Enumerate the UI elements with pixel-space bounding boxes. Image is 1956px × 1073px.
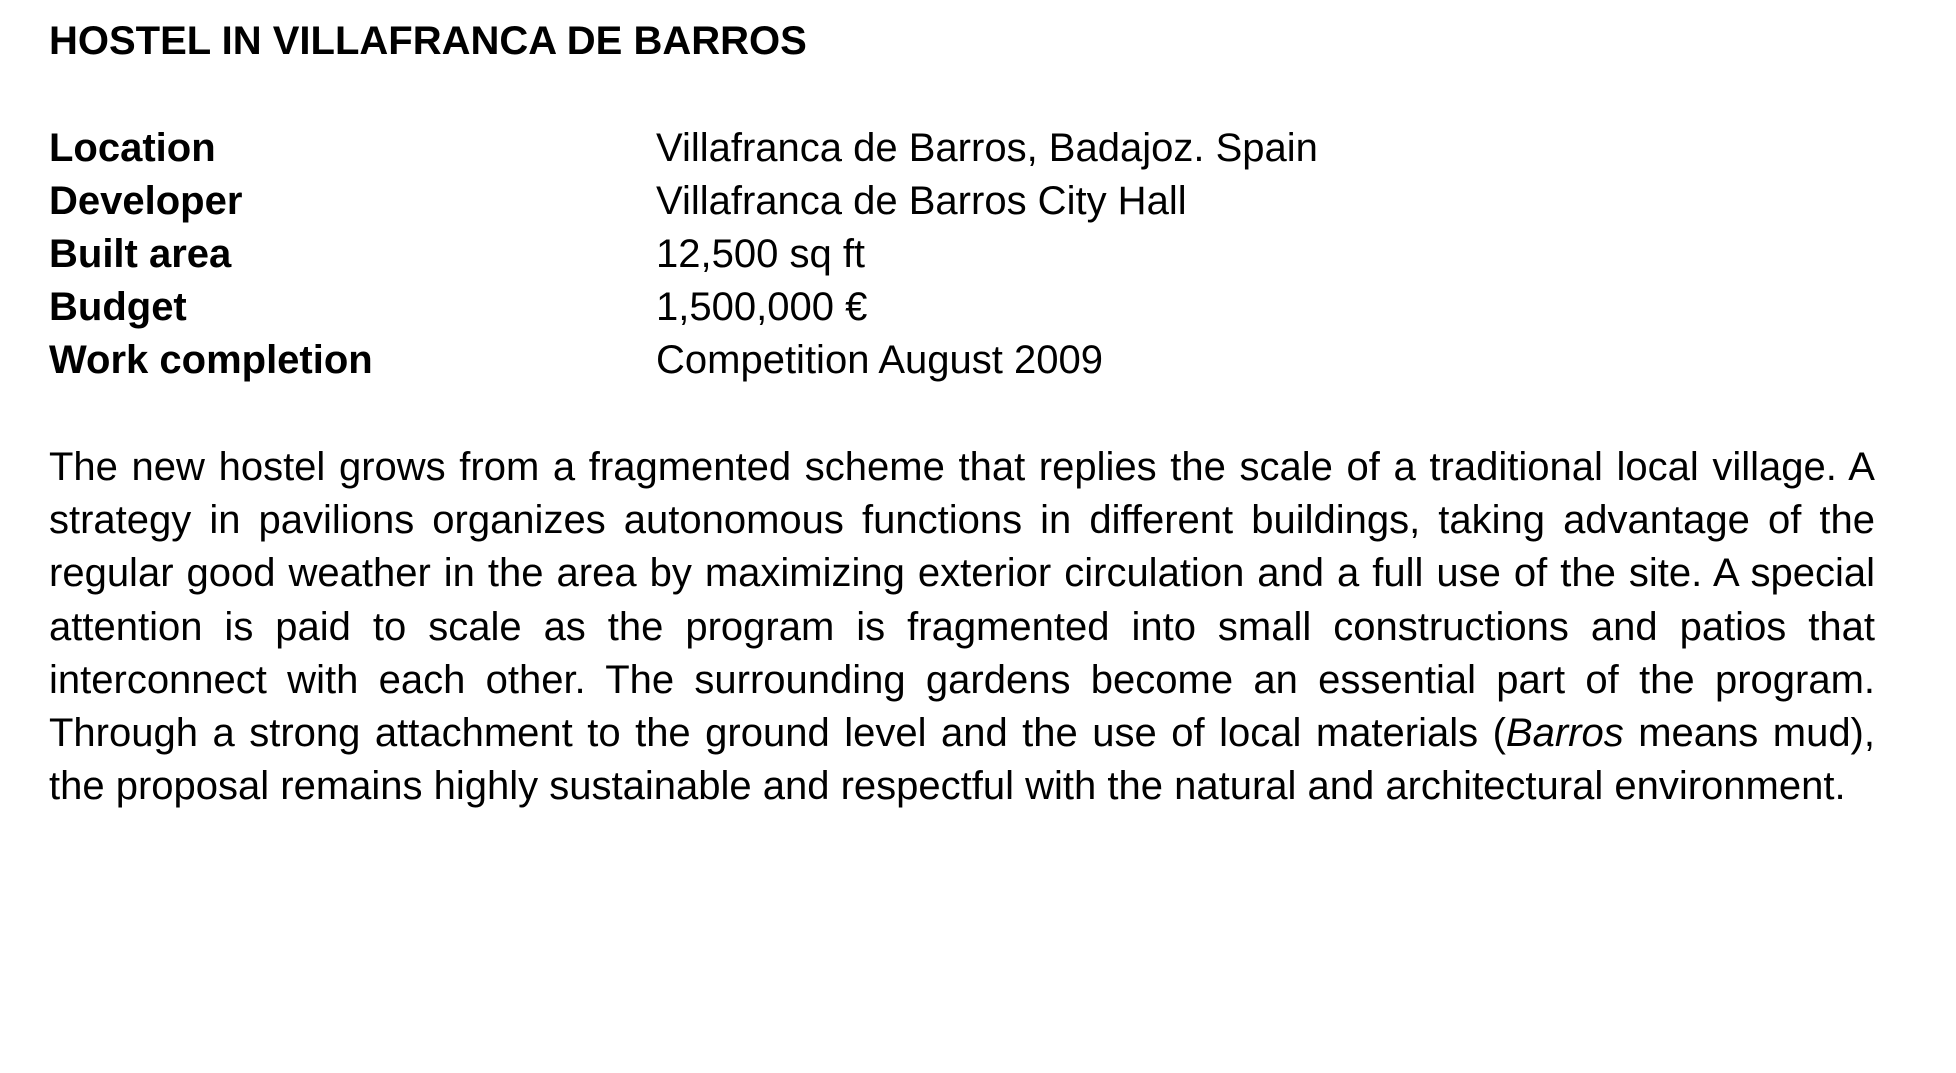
spec-label: Work completion	[49, 338, 373, 382]
project-specs-table	[49, 122, 1318, 387]
spec-row-location	[49, 122, 1318, 175]
spec-value: Competition August 2009	[656, 338, 1103, 382]
document-title: HOSTEL IN VILLAFRANCA DE BARROS	[49, 19, 807, 63]
spec-value: Villafranca de Barros City Hall	[656, 179, 1187, 223]
description-text: means mud), the proposal remains highly sustainable and respectful with the natural and architectural environment.	[49, 711, 1875, 809]
spec-label: Built area	[49, 232, 232, 276]
description-italic-term: Barros	[1505, 711, 1624, 756]
spec-value: 12,500 sq ft	[656, 232, 866, 276]
spec-value: Villafranca de Barros, Badajoz. Spain	[656, 126, 1318, 170]
spec-label: Location	[49, 126, 216, 170]
spacer	[49, 68, 1875, 122]
spec-row-built-area	[49, 228, 1318, 281]
spec-row-work-completion	[49, 334, 1318, 387]
spec-value: 1,500,000 €	[656, 285, 868, 329]
spec-row-budget	[49, 281, 1318, 334]
spec-row-developer	[49, 175, 1318, 228]
spec-label: Developer	[49, 179, 243, 223]
document-page	[49, 14, 1875, 853]
spec-label: Budget	[49, 285, 187, 329]
project-description	[49, 441, 1875, 813]
description-text: The new hostel grows from a fragmented scheme that replies the scale of a traditional local village. A strategy in pavilions organizes autonomous functions in different buildings, taking advantage of the regular good weather in the area by maximizing exterior circulation and a full use of the site. A special attention is paid to scale as the program is fragmented into small constructions and patios that interconnect with each other. The surrounding gardens become an essential part of the program. Through a strong attachment to the ground level and the use of local materials (	[49, 445, 1875, 756]
